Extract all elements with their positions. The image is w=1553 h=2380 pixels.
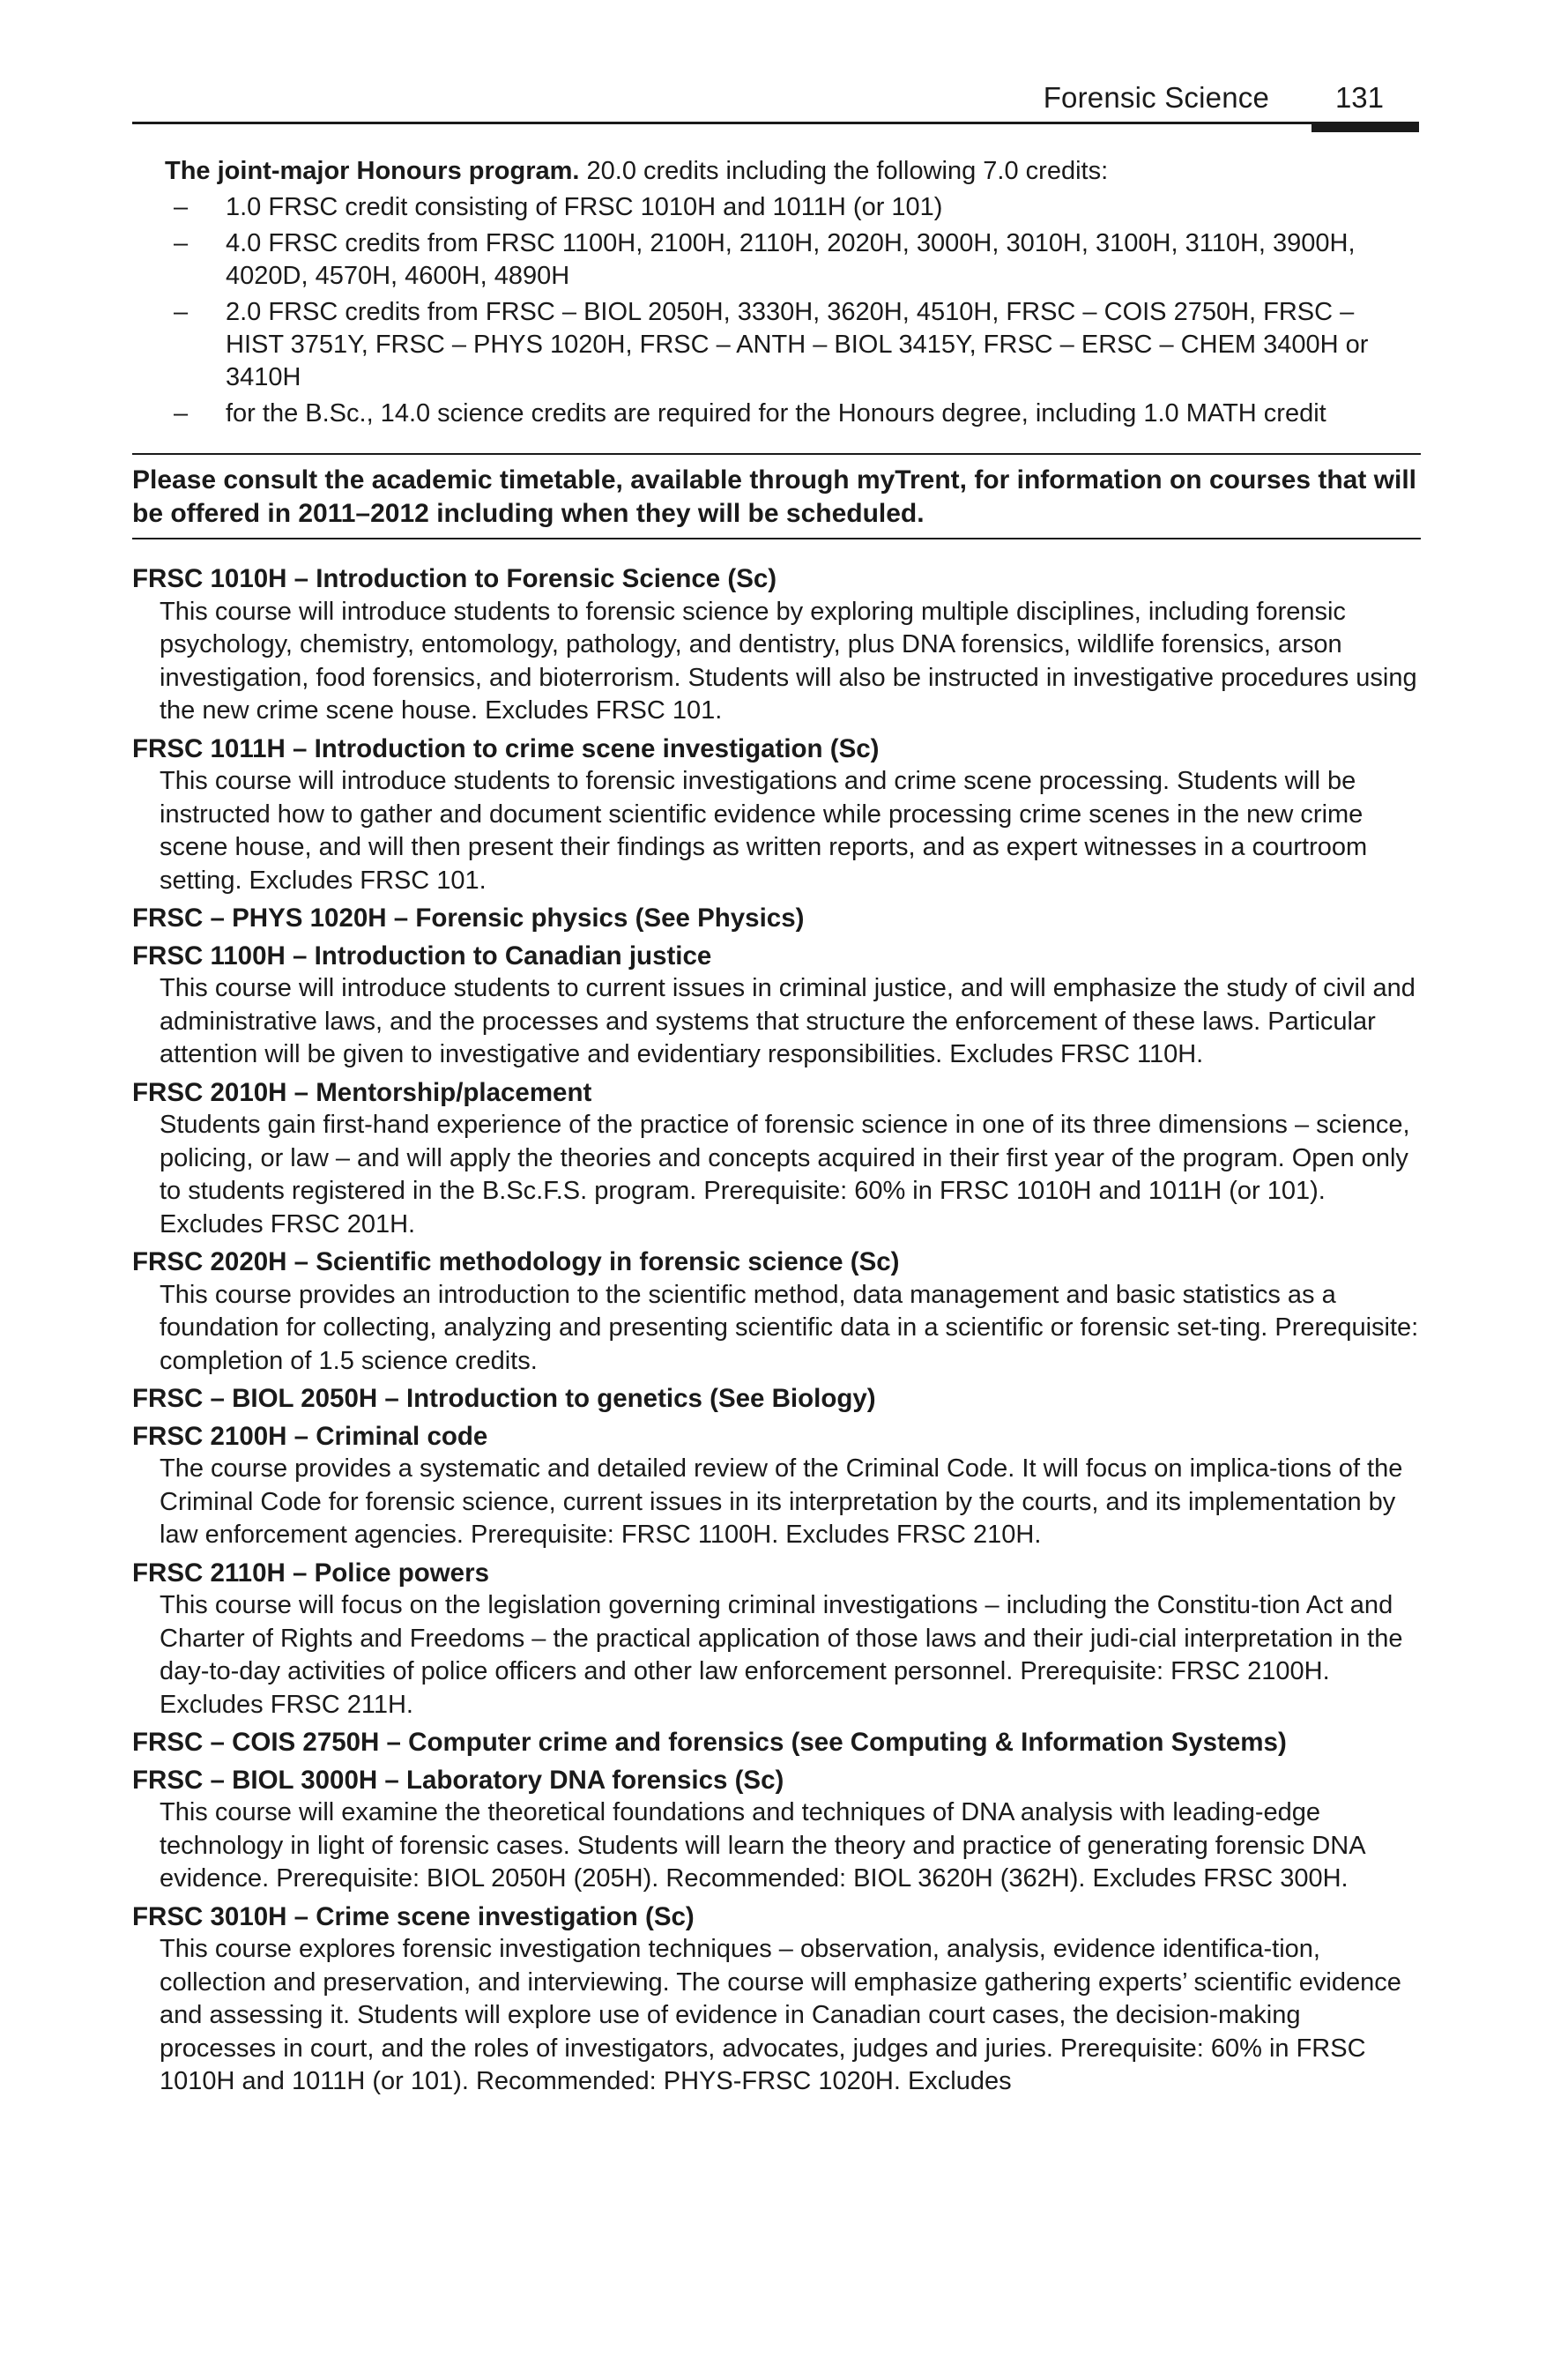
honours-lead xyxy=(165,155,1419,188)
course-title: FRSC 3010H – Crime scene investigation (Sc) xyxy=(132,1901,695,1931)
course-title: FRSC 1100H – Introduction to Canadian justice xyxy=(132,941,712,971)
header-rule xyxy=(132,122,1384,124)
honours-lead-title: The joint-major Honours program. xyxy=(165,157,580,185)
course-description: The course provides a systematic and detailed review of the Criminal Code. It will focus on implica-tions of the Criminal Code for forensic science, current issues in its interpretation by the courts, and its implementation by law enforcement agencies. Prerequisite: FRSC 1100H. Excludes FRSC 210H. xyxy=(160,1454,1403,1549)
course-title: FRSC 2020H – Scientific methodology in forensic science (Sc) xyxy=(132,1247,900,1276)
course-entry xyxy=(132,902,1419,935)
course-title: FRSC 2100H – Criminal code xyxy=(132,1421,488,1451)
list-item-text: 1.0 FRSC credit consisting of FRSC 1010H and 1011H (or 101) xyxy=(226,193,943,221)
course-description: This course will introduce students to forensic science by exploring multiple disciplines, including forensic psychology, chemistry, entomology, pathology, and dentistry, plus DNA forensics, wildlife forensics, arson investigation, food forensics, and bioterrorism. Students will also be instructed in investigative procedures using the new crime scene house. Excludes FRSC 101. xyxy=(160,597,1417,725)
course-entry xyxy=(132,1246,1419,1378)
honours-program-section xyxy=(132,155,1419,430)
course-entry xyxy=(132,1382,1419,1416)
course-title: FRSC 2010H – Mentorship/placement xyxy=(132,1077,592,1107)
honours-requirements-list xyxy=(165,191,1419,430)
course-description: This course explores forensic investigation techniques – observation, analysis, evidence identifica-tion, collection and preservation, and interviewing. The course will emphasize gathering experts’ scientific evidence and assessing it. Students will explore use of evidence in Canadian court cases, the decision-making processes in court, and the roles of investigators, advocates, judges and juries. Prerequisite: 60% in FRSC 1010H and 1011H (or 101). Recommended: PHYS-FRSC 1020H. Excludes xyxy=(160,1935,1401,2095)
course-description: This course provides an introduction to the scientific method, data management and basic statistics as a foundation for collecting, analyzing and presenting scientific data in a scientific or forensic set-ting. Prerequisite: completion of 1.5 science credits. xyxy=(160,1280,1419,1375)
course-entry xyxy=(132,1764,1419,1896)
course-entry xyxy=(132,1900,1419,2099)
dash-bullet: – xyxy=(174,298,189,326)
running-header xyxy=(132,71,1419,141)
list-item xyxy=(165,191,1419,224)
dash-bullet: – xyxy=(174,229,189,257)
header-section-title: Forensic Science xyxy=(1043,81,1269,114)
dash-bullet: – xyxy=(174,399,189,428)
timetable-notice: Please consult the academic timetable, available through myTrent, for information on courses that will be offered in 2011–2012 including when they will be scheduled. xyxy=(132,453,1421,539)
course-entry xyxy=(132,562,1419,728)
course-description: This course will examine the theoretical foundations and techniques of DNA analysis with leading-edge technology in light of forensic cases. Students will learn the theory and practice of generating forensic DNA evidence. Prerequisite: BIOL 2050H (205H). Recommended: BIOL 3620H (362H). Excludes FRSC 300H. xyxy=(160,1798,1364,1893)
list-item xyxy=(165,227,1419,293)
list-item xyxy=(165,398,1419,430)
course-title: FRSC 2110H – Police powers xyxy=(132,1558,489,1588)
course-entry xyxy=(132,733,1419,898)
course-title: FRSC – PHYS 1020H – Forensic physics (See Physics) xyxy=(132,904,805,933)
course-title: FRSC – BIOL 3000H – Laboratory DNA forensics (Sc) xyxy=(132,1765,784,1795)
course-entry xyxy=(132,1076,1419,1242)
course-description: Students gain first-hand experience of the practice of forensic science in one of its three dimensions – science, policing, or law – and will apply the theories and concepts acquired in their first year of the program. Open only to students registered in the B.Sc.F.S. program. Prerequisite: 60% in FRSC 1010H and 1011H (or 101). Excludes FRSC 201H. xyxy=(160,1111,1410,1238)
page xyxy=(132,71,1419,2103)
page-number: 131 xyxy=(1334,81,1384,114)
course-entry xyxy=(132,1557,1419,1722)
list-item xyxy=(165,296,1419,394)
dash-bullet: – xyxy=(174,193,189,221)
course-description: This course will focus on the legislation governing criminal investigations – including the Constitu-tion Act and Charter of Rights and Freedoms – the practical application of those laws and their judi-cial interpretation in the day-to-day activities of police officers and other law enforcement personnel. Prerequisite: FRSC 2100H. Excludes FRSC 211H. xyxy=(160,1591,1403,1719)
course-description: This course will introduce students to forensic investigations and crime scene processing. Students will be instructed how to gather and document scientific evidence while processing crime scenes in the new crime scene house, and will then present their findings as written reports, and as expert witnesses in a courtroom setting. Excludes FRSC 101. xyxy=(160,767,1368,895)
list-item-text: for the B.Sc., 14.0 science credits are required for the Honours degree, including 1.0 MATH credit xyxy=(226,399,1326,428)
list-item-text: 2.0 FRSC credits from FRSC – BIOL 2050H, 3330H, 3620H, 4510H, FRSC – COIS 2750H, FRSC – HIST 3751Y, FRSC – PHYS 1020H, FRSC – ANTH – BIOL 3415Y, FRSC – ERSC – CHEM 3400H or 3410H xyxy=(226,298,1369,391)
course-title: FRSC 1011H – Introduction to crime scene investigation (Sc) xyxy=(132,733,880,763)
header-tab-marker xyxy=(1312,122,1419,132)
list-item-text: 4.0 FRSC credits from FRSC 1100H, 2100H, 2110H, 2020H, 3000H, 3010H, 3100H, 3110H, 3900H, 4020D, 4570H, 4600H, 4890H xyxy=(226,229,1356,290)
course-title: FRSC 1010H – Introduction to Forensic Science (Sc) xyxy=(132,564,777,593)
course-entry xyxy=(132,940,1419,1072)
course-description: This course will introduce students to current issues in criminal justice, and will emphasize the study of civil and administrative laws, and the processes and systems that structure the enforcement of these laws. Particular attention will be given to investigative and evidentiary responsibilities. Excludes FRSC 110H. xyxy=(160,974,1416,1068)
course-title: FRSC – BIOL 2050H – Introduction to genetics (See Biology) xyxy=(132,1384,876,1413)
course-entry xyxy=(132,1420,1419,1552)
course-entry xyxy=(132,1726,1419,1759)
honours-lead-text: 20.0 credits including the following 7.0 credits: xyxy=(579,157,1109,185)
course-title: FRSC – COIS 2750H – Computer crime and forensics (see Computing & Information Systems) xyxy=(132,1728,1287,1757)
course-list xyxy=(132,562,1419,2099)
